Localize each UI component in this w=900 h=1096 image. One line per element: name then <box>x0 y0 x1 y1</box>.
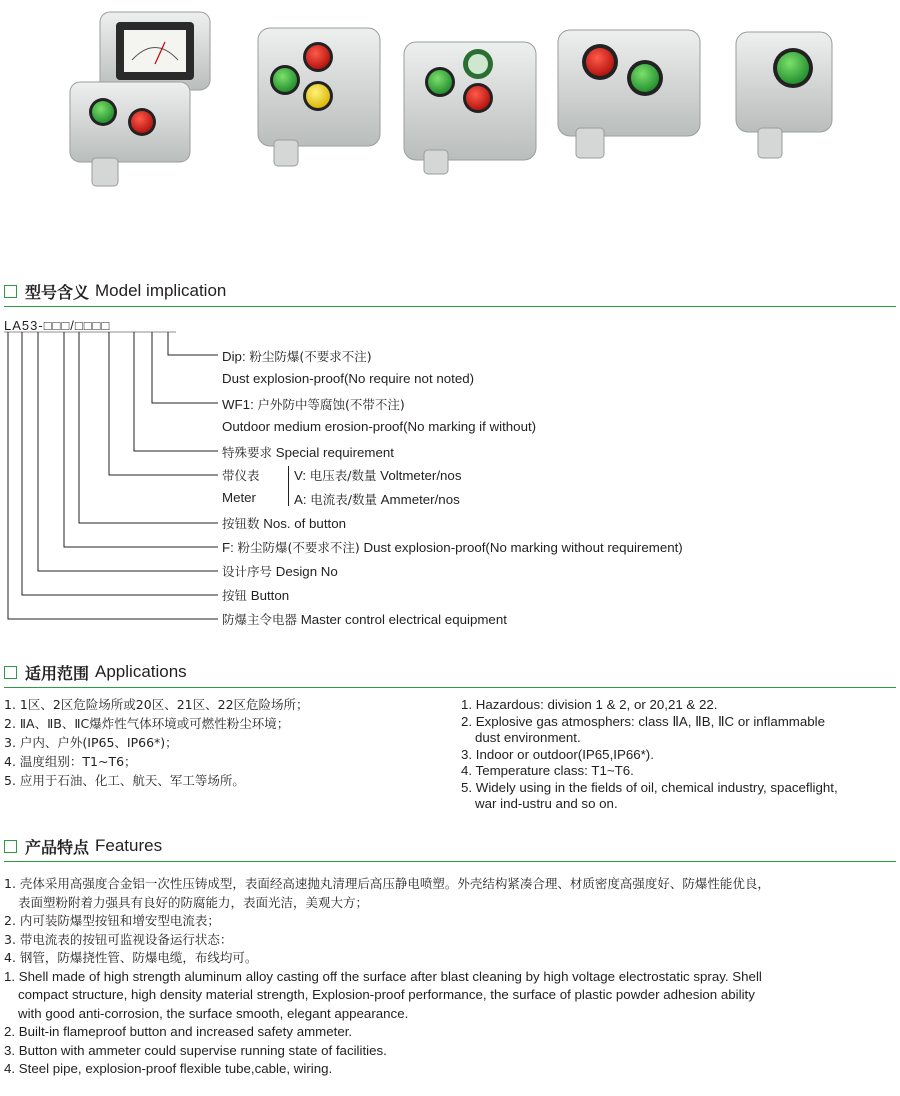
list-item: 4. Temperature class: T1~T6. <box>461 763 634 778</box>
model-line-wf1: WF1: 户外防中等腐蚀(不带不注) <box>222 397 405 412</box>
photo-box-ammeter <box>70 12 210 186</box>
model-line-dip: Dip: 粉尘防爆(不要求不注) <box>222 349 372 364</box>
section-divider <box>4 861 896 862</box>
list-item: 5. Widely using in the fields of oil, chemical industry, spaceflight, <box>461 779 838 795</box>
photo-box-one-button <box>736 32 832 158</box>
list-item: 3. Button with ammeter could supervise running state of facilities. <box>4 1042 387 1058</box>
list-item: 4. 温度组别：T1~T6； <box>4 754 137 769</box>
list-item: 4. 钢管，防爆挠性管、防爆电缆，布线均可。 <box>4 950 258 965</box>
model-section-heading: 型号含义 Model implication <box>4 279 226 303</box>
model-line-button: 按钮 Button <box>222 588 290 603</box>
model-line-buttons: 按钮数 Nos. of button <box>222 516 346 531</box>
list-item: 表面塑粉附着力强具有良好的防腐能力，表面光洁，美观大方； <box>18 894 369 910</box>
model-line-voltmeter: V: 电压表/数量 Voltmeter/nos <box>294 468 462 483</box>
model-line-wf1-en: Outdoor medium erosion-proof(No marking if without) <box>222 419 537 434</box>
applications-list-zh <box>4 695 444 790</box>
checkbox-icon <box>4 666 17 679</box>
model-line-meter-zh: 带仪表 <box>222 468 260 483</box>
model-line-dip-en: Dust explosion-proof(No require not noted) <box>222 371 475 386</box>
list-item: with good anti-corrosion, the surface smooth, elegant appearance. <box>18 1005 409 1021</box>
list-item: 2. 内可装防爆型按钮和增安型电流表； <box>4 913 220 928</box>
photo-box-two-button <box>558 30 700 158</box>
list-item: dust environment. <box>475 730 581 745</box>
photo-box-three-button <box>258 28 380 166</box>
list-item: 3. 户内、户外(IP65、IP66*)； <box>4 735 178 750</box>
list-item: 1. 1区、2区危险场所或20区、21区、22区危险场所； <box>4 697 309 712</box>
product-photos <box>0 0 900 200</box>
checkbox-icon <box>4 840 17 853</box>
applications-section-heading: 适用范围 Applications <box>4 660 187 684</box>
list-item: 2. Built-in flameproof button and increased safety ammeter. <box>4 1024 353 1039</box>
list-item: 2. ⅡA、ⅡB、ⅡC爆炸性气体环境或可燃性粉尘环境； <box>4 716 290 731</box>
section-divider <box>4 687 896 688</box>
list-item: 5. 应用于石油、化工、航天、军工等场所。 <box>4 773 245 788</box>
meter-bracket <box>288 466 289 506</box>
features-section-heading: 产品特点 Features <box>4 834 162 858</box>
model-line-ammeter: A: 电流表/数量 Ammeter/nos <box>294 492 460 507</box>
model-line-special: 特殊要求 Special requirement <box>222 445 394 460</box>
list-item: compact structure, high density material strength, Explosion-proof performance, the surface of plastic powder adhesion ability <box>18 987 755 1002</box>
list-item: 1. 壳体采用高强度合金铝一次性压铸成型，表面经高速抛丸清理后高压静电喷塑。外壳结构紧凑合理、材质密度高强度好、防爆性能优良， <box>4 876 770 891</box>
applications-list-en <box>461 697 897 813</box>
section-divider <box>4 306 896 307</box>
model-line-f: F: 粉尘防爆(不要求不注) Dust explosion-proof(No marking without requirement) <box>222 540 683 555</box>
list-item: 1. Hazardous: division 1 & 2, or 20,21 & 22. <box>461 697 718 712</box>
list-item: 2. Explosive gas atmosphers: class ⅡA, ⅡB, ⅡC or inflammable <box>461 713 826 729</box>
model-line-meter-en: Meter <box>222 490 256 505</box>
list-item: 4. Steel pipe, explosion-proof flexible tube,cable, wiring. <box>4 1061 333 1076</box>
model-code: LA53-□□□/□□□□ <box>4 318 111 333</box>
model-line-master: 防爆主令电器 Master control electrical equipment <box>222 612 507 627</box>
list-item: 3. 带电流表的按钮可监视设备运行状态： <box>4 931 233 947</box>
model-line-design: 设计序号 Design No <box>222 564 338 579</box>
features-list <box>4 875 894 1079</box>
model-tree-lines <box>0 330 230 630</box>
checkbox-icon <box>4 285 17 298</box>
list-item: 1. Shell made of high strength aluminum alloy casting off the surface after blast cleaning by high voltage electrostatic spray. Shell <box>4 968 762 984</box>
photo-box-indicator <box>404 42 536 174</box>
list-item: 3. Indoor or outdoor(IP65,IP66*). <box>461 746 654 762</box>
list-item: war ind-ustru and so on. <box>475 796 618 811</box>
